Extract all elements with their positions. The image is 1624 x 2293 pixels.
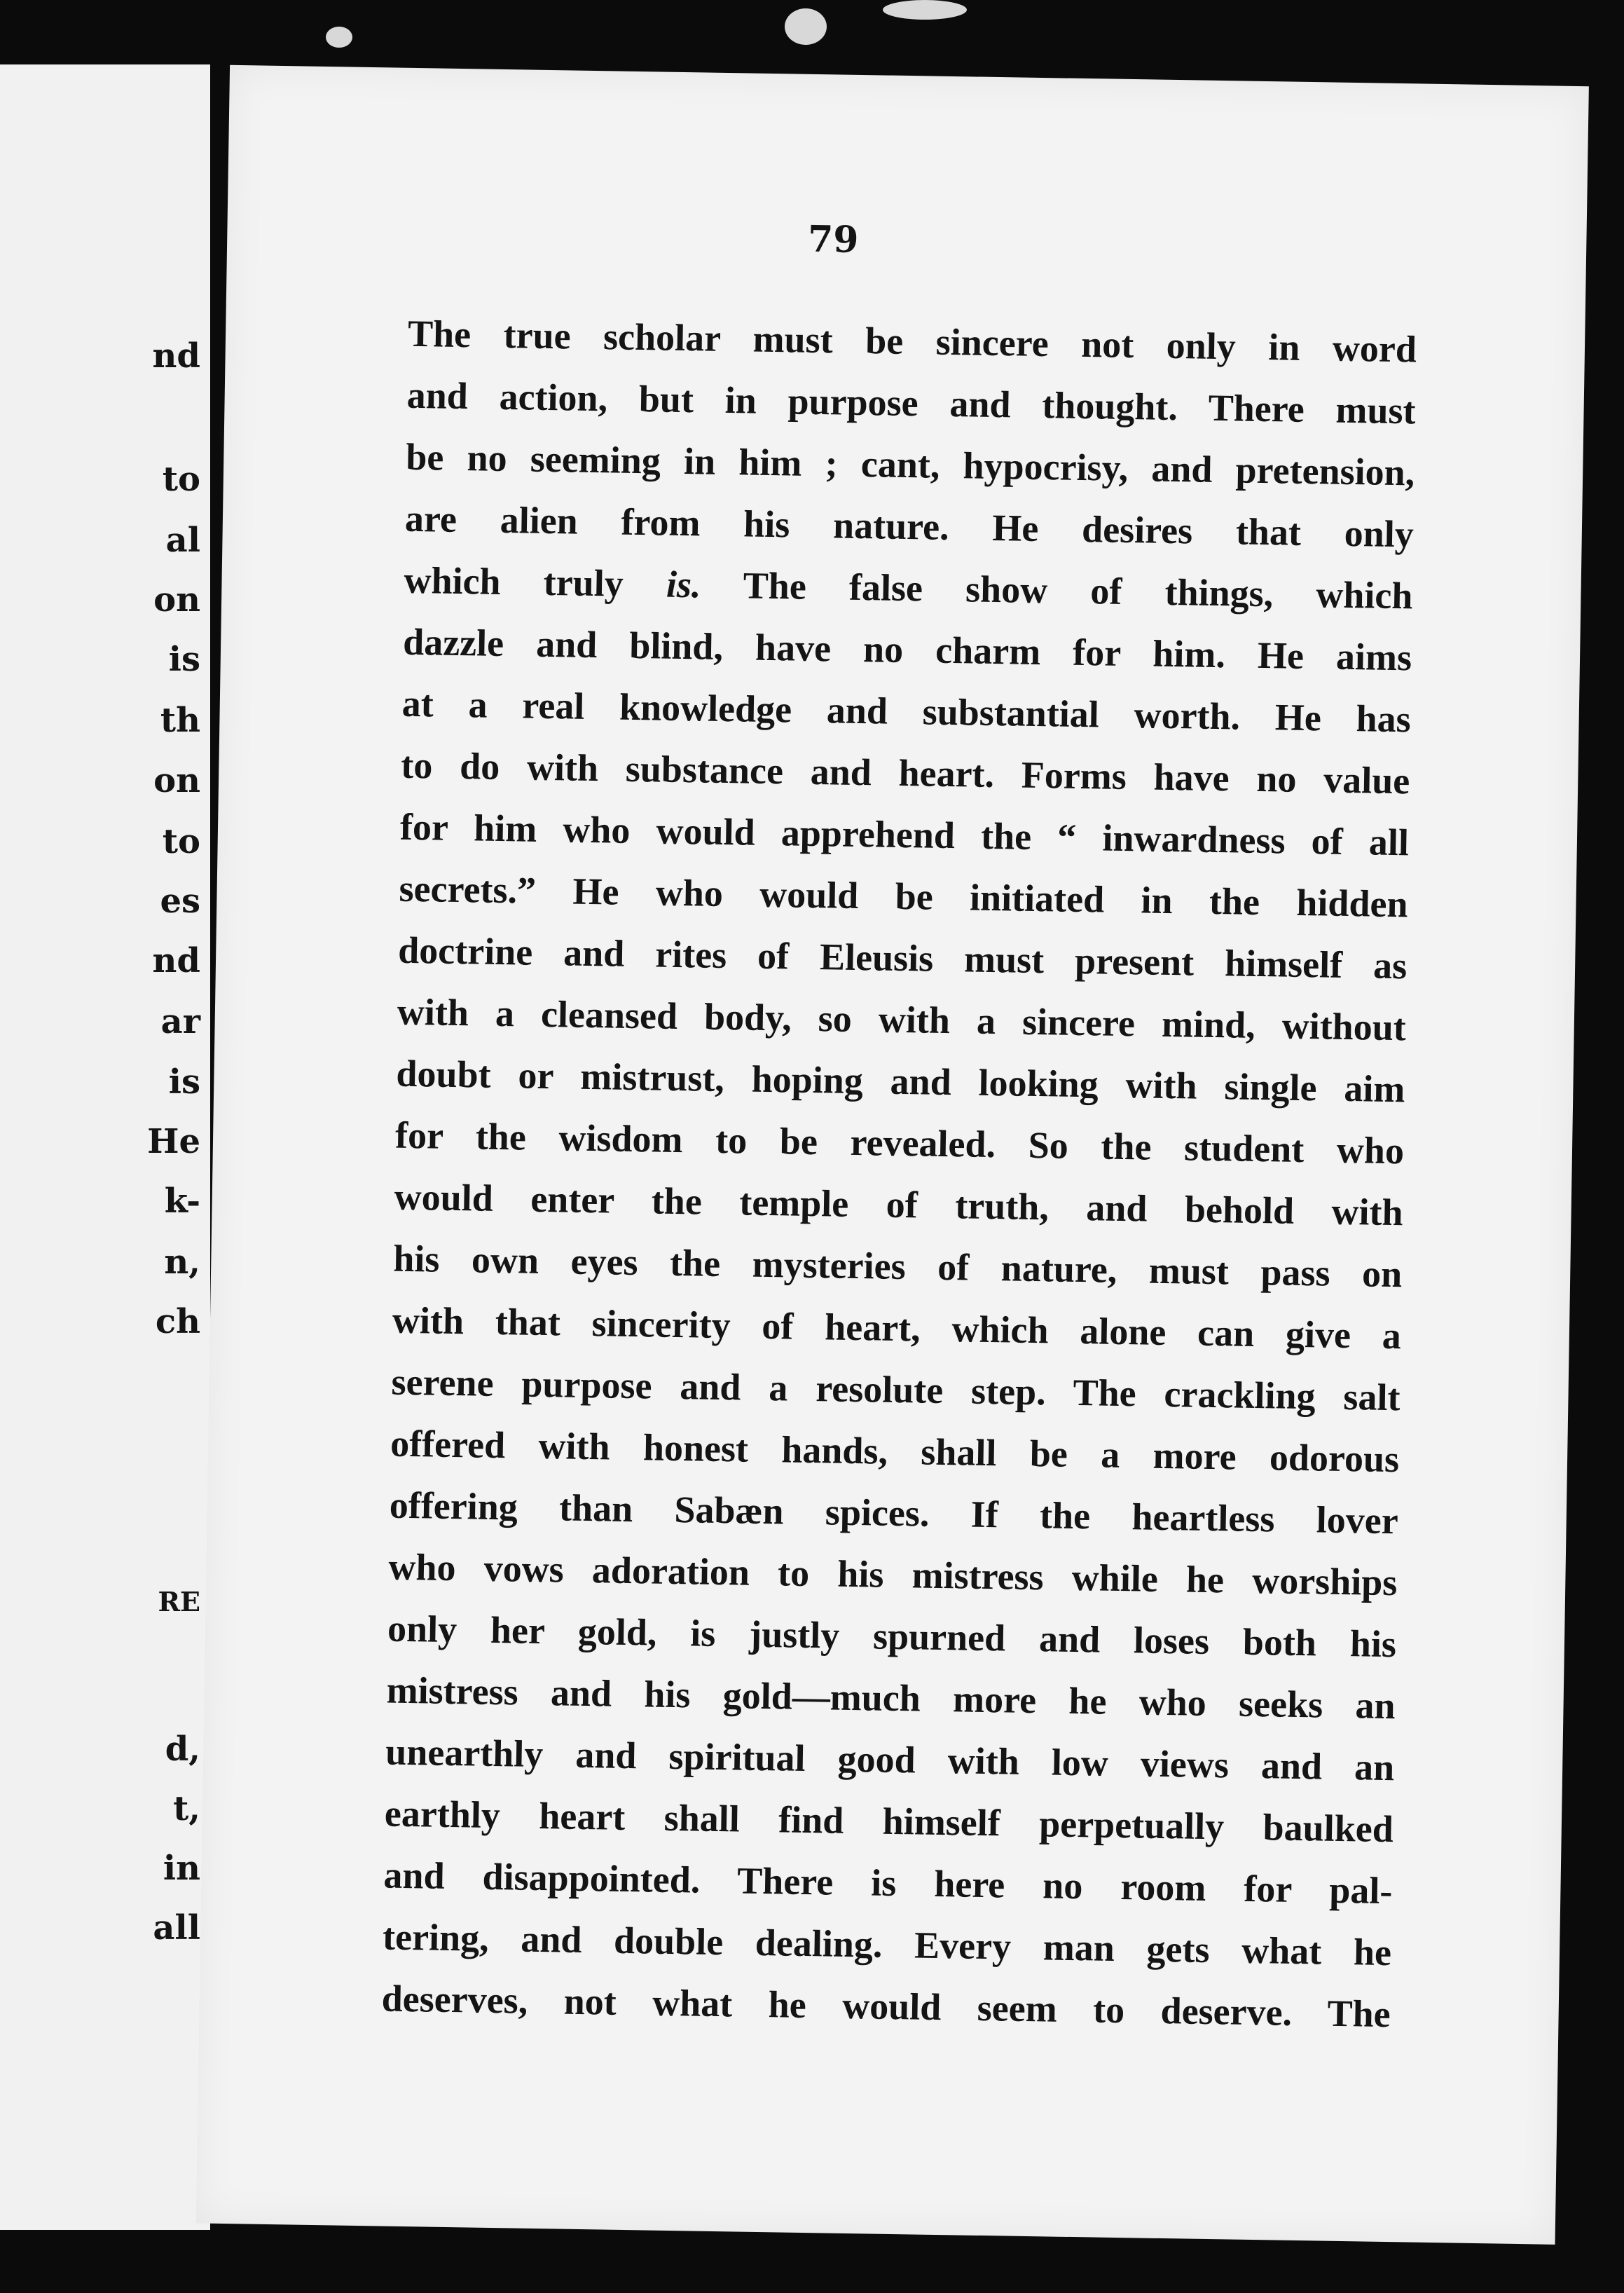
text-line: who vows adoration to his mistress while he worships (388, 1545, 1398, 1604)
text-line: would enter the temple of truth, and behold with (394, 1175, 1404, 1234)
text-line: earthly heart shall find himself perpetually baulked (384, 1792, 1394, 1851)
left-margin-fragment: nd (152, 941, 200, 980)
text-line: at a real knowledge and substantial worth. He has (401, 682, 1412, 741)
text-segment: which truly (404, 559, 624, 605)
text-line: to do with substance and heart. Forms have no value (400, 744, 1410, 802)
text-line: doctrine and rites of Eleusis must present himself as (397, 929, 1408, 987)
left-margin-fragment: on (153, 580, 200, 620)
text-line: tering, and double dealing. Every man gets what he (382, 1915, 1392, 1974)
text-line: offered with honest hands, shall be a more odorous (390, 1422, 1400, 1481)
page-body-text (381, 303, 1417, 2045)
left-margin-fragment: is (168, 1062, 200, 1102)
text-line: are alien from his nature. He desires that only (404, 497, 1415, 556)
scan-speck (883, 0, 967, 20)
text-line: serene purpose and a resolute step. The crackling salt (391, 1360, 1401, 1419)
italic-word: is. (666, 563, 702, 606)
text-line: for the wisdom to be revealed. So the student who (394, 1114, 1405, 1172)
text-line: and disappointed. There is here no room for pal- (383, 1854, 1393, 1912)
text-line: The true scholar must be sincere not only in word (407, 312, 1417, 371)
left-margin-fragment: ar (160, 1002, 200, 1041)
left-margin-fragment: es (160, 882, 200, 921)
left-margin-fragment: to (162, 822, 200, 861)
text-line: his own eyes the mysteries of nature, must pass on (392, 1237, 1403, 1296)
text-line: doubt or mistrust, hoping and looking with single aim (396, 1052, 1405, 1111)
text-line: deserves, not what he would seem to deserve. The (381, 1977, 1391, 2036)
left-margin-fragment: nd (152, 336, 200, 376)
left-margin-fragment: k- (164, 1182, 200, 1221)
left-margin-fragment: in (163, 1849, 200, 1888)
left-margin-fragment: d, (165, 1730, 200, 1769)
text-line: dazzle and blind, have no charm for him. He aims (402, 620, 1412, 679)
text-line: mistress and his gold—much more he who seeks an (386, 1669, 1396, 1727)
text-line: only her gold, is justly spurned and loses both his (387, 1607, 1397, 1666)
scan-speck (785, 8, 827, 45)
page-number: 79 (807, 217, 859, 261)
left-margin-fragment: on (153, 761, 200, 800)
text-line: and action, but in purpose and thought. There must (406, 374, 1417, 432)
text-line: unearthly and spiritual good with low views and an (385, 1730, 1395, 1789)
left-margin-fragment: t, (173, 1789, 200, 1828)
left-margin-fragment: al (165, 521, 200, 560)
text-line: with a cleansed body, so with a sincere mind, without (397, 990, 1407, 1049)
text-line: with that sincerity of heart, which alone can give a (392, 1299, 1402, 1357)
left-margin-fragment: RE (158, 1586, 200, 1617)
book-page (196, 65, 1589, 2245)
left-margin-fragment: th (160, 701, 200, 740)
text-segment: The false show of things, which (743, 564, 1413, 617)
text-line: offering than Sabæn spices. If the heartless lover (389, 1484, 1399, 1542)
left-margin-fragment: all (153, 1908, 200, 1948)
text-line: for him who would apprehend the “ inwardness of all (399, 805, 1410, 864)
scan-speck (326, 27, 352, 48)
text-line: be no seeming in him ; cant, hypocrisy, and pretension, (405, 435, 1415, 494)
left-margin-fragment: He (147, 1122, 200, 1161)
left-margin-fragment: is (168, 640, 200, 679)
left-margin-fragment: n, (164, 1243, 200, 1282)
left-margin-fragment: ch (155, 1302, 200, 1341)
text-line: secrets.” He who would be initiated in the hidden (399, 867, 1408, 926)
left-page-fragment (0, 64, 210, 2230)
left-margin-fragment: to (162, 460, 200, 499)
